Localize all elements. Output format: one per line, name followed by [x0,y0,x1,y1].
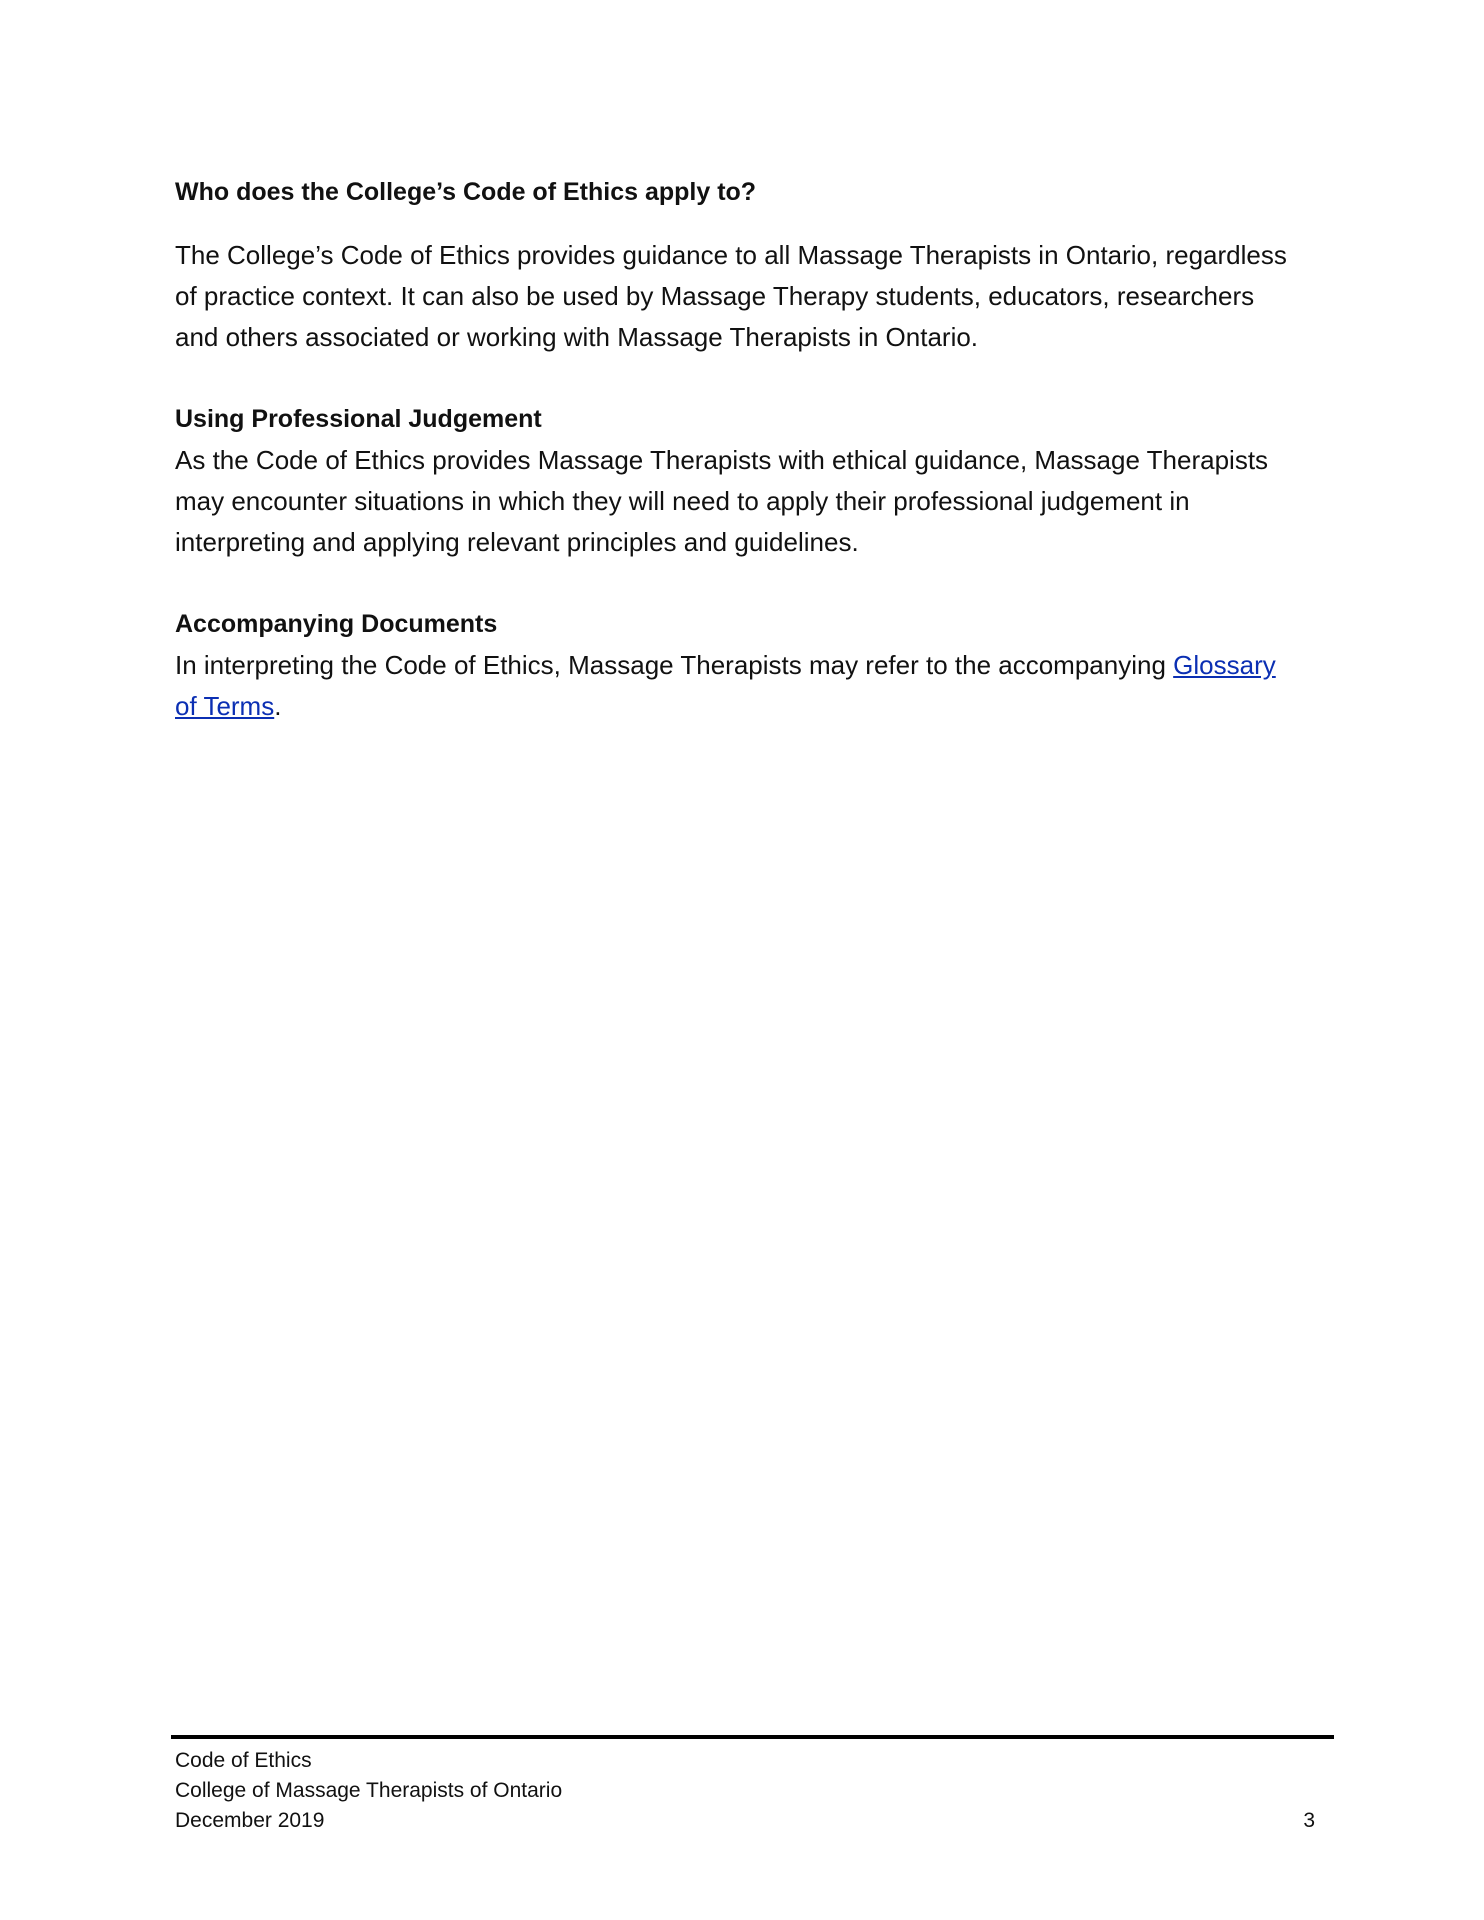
section-body-professional-judgement [175,440,1325,563]
body-line: of practice context. It can also be used by Massage Therapy students, educators, researchers [175,281,1255,311]
body-line [175,686,1325,727]
footer-date: December 2019 [175,1809,325,1832]
glossary-link-continued[interactable]: of Terms [175,691,275,721]
section-body-accompanying-documents [175,645,1325,727]
body-line: and others associated or working with Massage Therapists in Ontario. [175,322,979,352]
footer-document-title: Code of Ethics [175,1749,312,1772]
section-body-applies-to [175,235,1325,358]
page-footer [175,1746,1315,1836]
body-line: interpreting and applying relevant principles and guidelines. [175,527,859,557]
spacer [175,358,1325,399]
section-heading-accompanying-documents: Accompanying Documents [175,610,498,638]
page-number: 3 [1303,1809,1315,1832]
body-line: may encounter situations in which they will need to apply their professional judgement in [175,486,1190,516]
glossary-link[interactable]: Glossary [1173,650,1276,680]
section-heading-applies-to: Who does the College’s Code of Ethics apply to? [175,178,757,206]
spacer [175,213,1325,235]
body-text: . [274,691,282,721]
page-content [175,172,1325,727]
body-line: The College’s Code of Ethics provides guidance to all Massage Therapists in Ontario, regardless [175,240,1287,270]
footer-organization: College of Massage Therapists of Ontario [175,1779,563,1802]
section-heading-professional-judgement: Using Professional Judgement [175,405,542,433]
spacer [175,563,1325,604]
body-line: As the Code of Ethics provides Massage Therapists with ethical guidance, Massage Therapists [175,445,1269,475]
footer-divider [171,1735,1334,1739]
body-line [175,645,1325,686]
body-text: In interpreting the Code of Ethics, Massage Therapists may refer to the accompanying [175,650,1174,680]
